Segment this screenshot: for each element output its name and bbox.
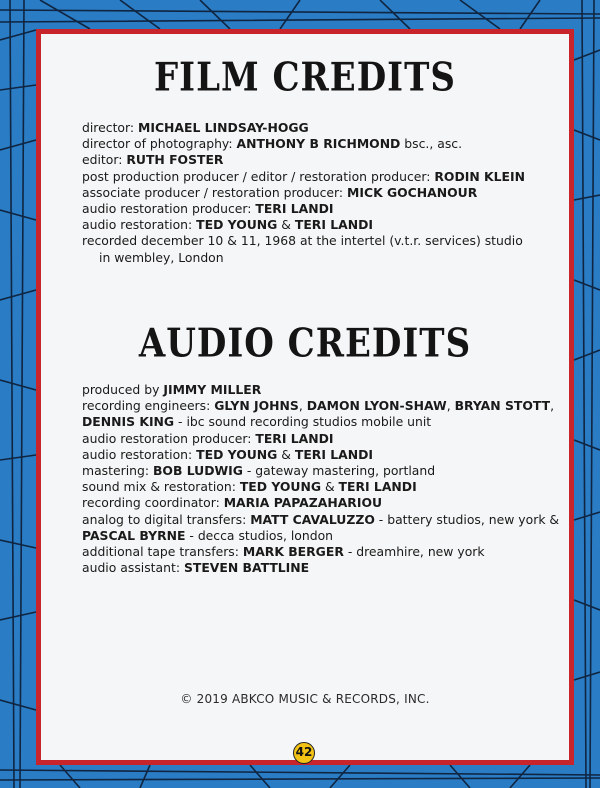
credit-line xyxy=(82,528,542,544)
credit-name: RUTH FOSTER xyxy=(126,152,224,168)
credit-role: in wembley, London xyxy=(99,249,224,265)
credit-role: audio restoration: xyxy=(82,446,197,462)
credit-role: - battery studios, new york & xyxy=(374,511,560,527)
credit-line xyxy=(82,136,542,152)
credit-name: BOB LUDWIG xyxy=(152,463,243,479)
credit-role: - dreamhire, new york xyxy=(343,544,485,560)
credit-name: TED YOUNG xyxy=(196,217,278,233)
credit-name: MARK BERGER xyxy=(242,544,344,560)
credit-role: sound mix & restoration: xyxy=(82,479,240,495)
credit-role: bsc., asc. xyxy=(400,136,463,152)
credit-name: MATT CAVALUZZO xyxy=(250,511,375,527)
credit-line xyxy=(82,398,555,414)
credit-line xyxy=(82,511,560,528)
film-credits-list xyxy=(82,120,542,266)
credit-name: STEVEN BATTLINE xyxy=(183,560,310,576)
credit-role: audio assistant: xyxy=(82,560,184,576)
credit-name: DAMON LYON-SHAW xyxy=(306,398,447,414)
credit-line xyxy=(82,120,542,136)
credit-name: RODIN KLEIN xyxy=(434,168,525,184)
credit-name: TERI LANDI xyxy=(294,446,374,462)
credit-name: JIMMY MILLER xyxy=(163,382,262,397)
credit-line xyxy=(82,447,542,463)
credit-role: audio restoration producer: xyxy=(82,201,256,217)
credit-name: BRYAN STOTT xyxy=(454,398,551,414)
credit-line xyxy=(82,414,542,430)
copyright-notice: © 2019 ABKCO MUSIC & RECORDS, INC. xyxy=(180,692,430,706)
credit-line xyxy=(82,495,542,511)
credit-name: PASCAL BYRNE xyxy=(82,527,186,543)
credit-role: - decca studios, london xyxy=(185,527,334,543)
credit-role: additional tape transfers: xyxy=(82,544,243,560)
credit-name: TED YOUNG xyxy=(196,446,278,462)
credit-role: editor: xyxy=(82,152,127,168)
credit-line xyxy=(82,479,542,495)
credit-line xyxy=(82,169,542,185)
credit-line xyxy=(82,217,542,233)
credit-line xyxy=(82,463,542,479)
credit-name: MICK GOCHANOUR xyxy=(347,184,478,200)
credits-panel xyxy=(36,29,574,765)
credits-page xyxy=(41,34,569,760)
credit-role: , xyxy=(550,398,555,414)
credit-role: , xyxy=(446,398,455,414)
credit-role: post production producer / editor / restoration producer: xyxy=(82,168,435,184)
credit-role: & xyxy=(277,217,295,233)
credit-name: DENNIS KING xyxy=(82,414,175,430)
credit-name: ANTHONY B RICHMOND xyxy=(236,136,401,152)
credit-role: , xyxy=(298,398,307,414)
audio-credits-list xyxy=(82,382,560,576)
credit-line xyxy=(82,201,542,217)
credit-line xyxy=(82,560,542,576)
credit-role: associate producer / restoration producer: xyxy=(82,184,348,200)
credit-line xyxy=(82,185,542,201)
credit-role: recording coordinator: xyxy=(82,495,224,511)
credit-role: director: xyxy=(82,120,138,135)
film-credits-heading: FILM CREDITS xyxy=(154,55,456,101)
credit-name: TERI LANDI xyxy=(294,217,374,233)
credit-line xyxy=(82,431,542,447)
credit-name: GLYN JOHNS xyxy=(214,398,299,414)
credit-role: - ibc sound recording studios mobile unit xyxy=(174,414,432,430)
credit-line xyxy=(82,382,542,398)
credit-line xyxy=(82,152,542,168)
credit-role: audio restoration producer: xyxy=(82,430,256,446)
audio-credits-heading: AUDIO CREDITS xyxy=(138,321,472,367)
credit-role: & xyxy=(321,479,339,495)
credit-name: TED YOUNG xyxy=(239,479,321,495)
credit-name: TERI LANDI xyxy=(338,479,417,495)
credit-line xyxy=(82,233,542,249)
credit-line xyxy=(82,544,542,560)
credit-name: TERI LANDI xyxy=(255,201,334,217)
credit-role: - gateway mastering, portland xyxy=(242,463,436,479)
credit-line xyxy=(82,250,542,266)
credit-role: director of photography: xyxy=(82,136,237,152)
credit-role: produced by xyxy=(82,382,164,397)
credit-name: MICHAEL LINDSAY-HOGG xyxy=(138,120,309,135)
credit-role: recorded december 10 & 11, 1968 at the intertel (v.t.r. services) studio xyxy=(82,233,523,249)
credit-role: mastering: xyxy=(82,463,153,479)
page-number-badge: 42 xyxy=(293,742,315,764)
credit-name: TERI LANDI xyxy=(255,430,334,446)
credit-role: recording engineers: xyxy=(82,398,215,414)
credit-name: MARIA PAPAZAHARIOU xyxy=(223,495,383,511)
credit-role: audio restoration: xyxy=(82,217,197,233)
credit-role: & xyxy=(277,446,295,462)
credit-role: analog to digital transfers: xyxy=(82,511,251,527)
